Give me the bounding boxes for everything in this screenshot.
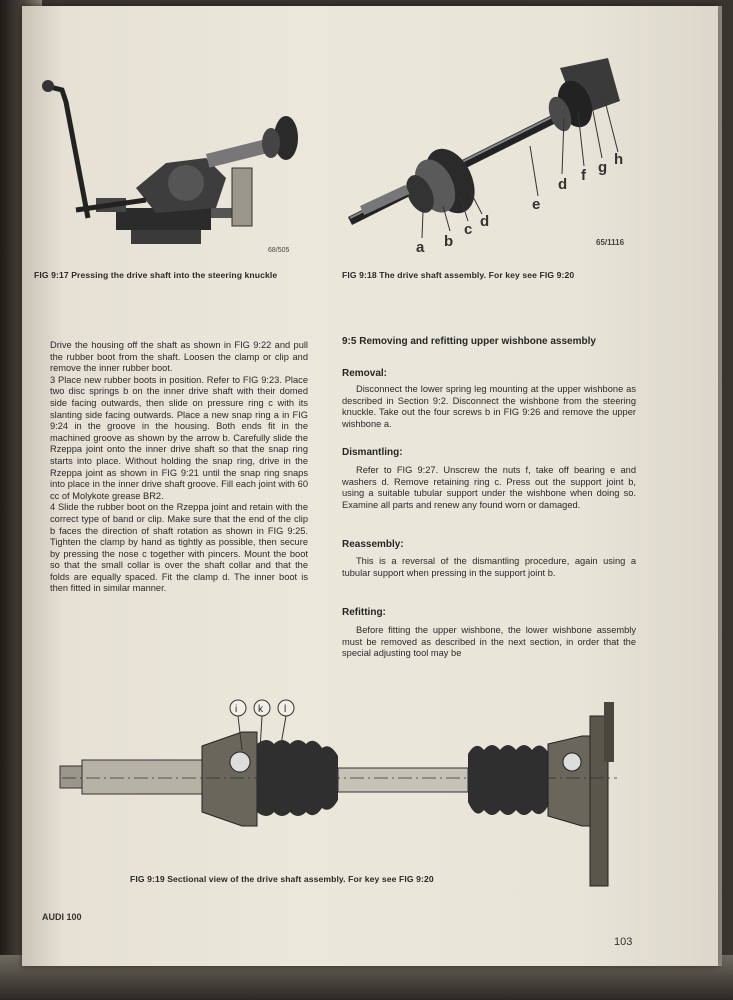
fig-9-17-code: 68/505 [268, 247, 290, 254]
fig-9-18-illustration [340, 46, 630, 261]
fig-9-19-illustration [42, 696, 622, 896]
left-paragraph-2: 3 Place new rubber boots in position. Refer to FIG 9:23. Place two disc springs b on the inner drive shaft with their domed side facing outwards, then slide on pressure ring c with its slanting side facing outwards. Place a new snap ring a in FIG 9:24 in the groove in the housing. Both ends fit in the machined groove as shown by the arrow b. Carefully slide the Rzeppa joint onto the inner drive shaft so that the snap ring starts into place. Without holding the snap ring, drive in the Rzeppa joint as shown in FIG 9:21 until the snap ring snaps into place in the inner drive shaft groove. Fill each joint with 60 cc of Molykote grease BR2. [50, 374, 308, 501]
manual-page [22, 6, 718, 966]
fig-9-18-letter-a: a [416, 239, 425, 256]
left-paragraph-1: Drive the housing off the shaft as shown in FIG 9:22 and pull the rubber boot from the shaft. Loosen the clamp or clip and remove the inner rubber boot. [50, 340, 308, 374]
fig-9-18-letter-b: b [444, 233, 454, 250]
refitting-heading: Refitting: [342, 607, 386, 618]
footer-model: AUDI 100 [42, 912, 82, 922]
refitting-text: Before fitting the upper wishbone, the lower wishbone assembly must be removed as described in the next section, in order that the special adjusting tool may be [342, 625, 636, 659]
fig-9-18-letter-d2: d [558, 176, 568, 193]
dismantling-heading: Dismantling: [342, 447, 403, 458]
fig-9-18-letter-e: e [532, 196, 541, 213]
fig-9-17-caption: FIG 9:17 Pressing the drive shaft into the steering knuckle [34, 270, 278, 280]
page-number: 103 [614, 936, 633, 948]
callout-l: l [284, 704, 287, 715]
fig-9-17-illustration [36, 68, 316, 258]
dismantling-text: Refer to FIG 9:27. Unscrew the nuts f, take off bearing e and washers d. Remove retaining ring c. Press out the support joint b, using a suitable tubular support under the wishbone when doing so. Examine all parts and renew any found worn or damaged. [342, 465, 636, 510]
removal-heading: Removal: [342, 368, 388, 379]
fig-9-19-caption: FIG 9:19 Sectional view of the drive shaft assembly. For key see FIG 9:20 [130, 874, 434, 884]
reassembly-text: This is a reversal of the dismantling procedure, again using a tubular support when pressing in the support joint b. [342, 556, 636, 578]
fig-9-18-letter-f: f [581, 167, 586, 184]
fig-9-18-letter-c: c [464, 221, 473, 238]
fig-9-18-code: 65/1116 [596, 238, 625, 247]
section-title: 9:5 Removing and refitting upper wishbone assembly [342, 336, 596, 347]
fig-9-18-letter-h: h [614, 151, 624, 168]
callout-k: k [258, 704, 263, 715]
reassembly-heading: Reassembly: [342, 539, 404, 550]
fig-9-18-letter-g: g [598, 159, 608, 176]
left-paragraph-3: 4 Slide the rubber boot on the Rzeppa joint and retain with the correct type of band or clip. Make sure that the end of the clip b faces the direction of shaft rotation as shown in FIG 9:25. Tighten the clamp by hand as tightly as possible, then secure by pressing the nose c together with pincers. Mount the boot so that the small collar is over the shaft collar and that the folds are equally spaced. Fit the clamp d. The inner boot is then fitted in similar manner. [50, 502, 308, 594]
removal-text: Disconnect the lower spring leg mounting at the upper wishbone as described in Section 9:2. Disconnect the wishbone from the steering knuckle. Take out the four screws b in FIG 9:26 and remove the upper wishbone a. [342, 384, 636, 429]
fig-9-18-caption: FIG 9:18 The drive shaft assembly. For key see FIG 9:20 [342, 270, 575, 280]
callout-i: i [235, 704, 238, 715]
left-column [50, 340, 308, 595]
fig-9-18-letter-d: d [480, 213, 490, 230]
